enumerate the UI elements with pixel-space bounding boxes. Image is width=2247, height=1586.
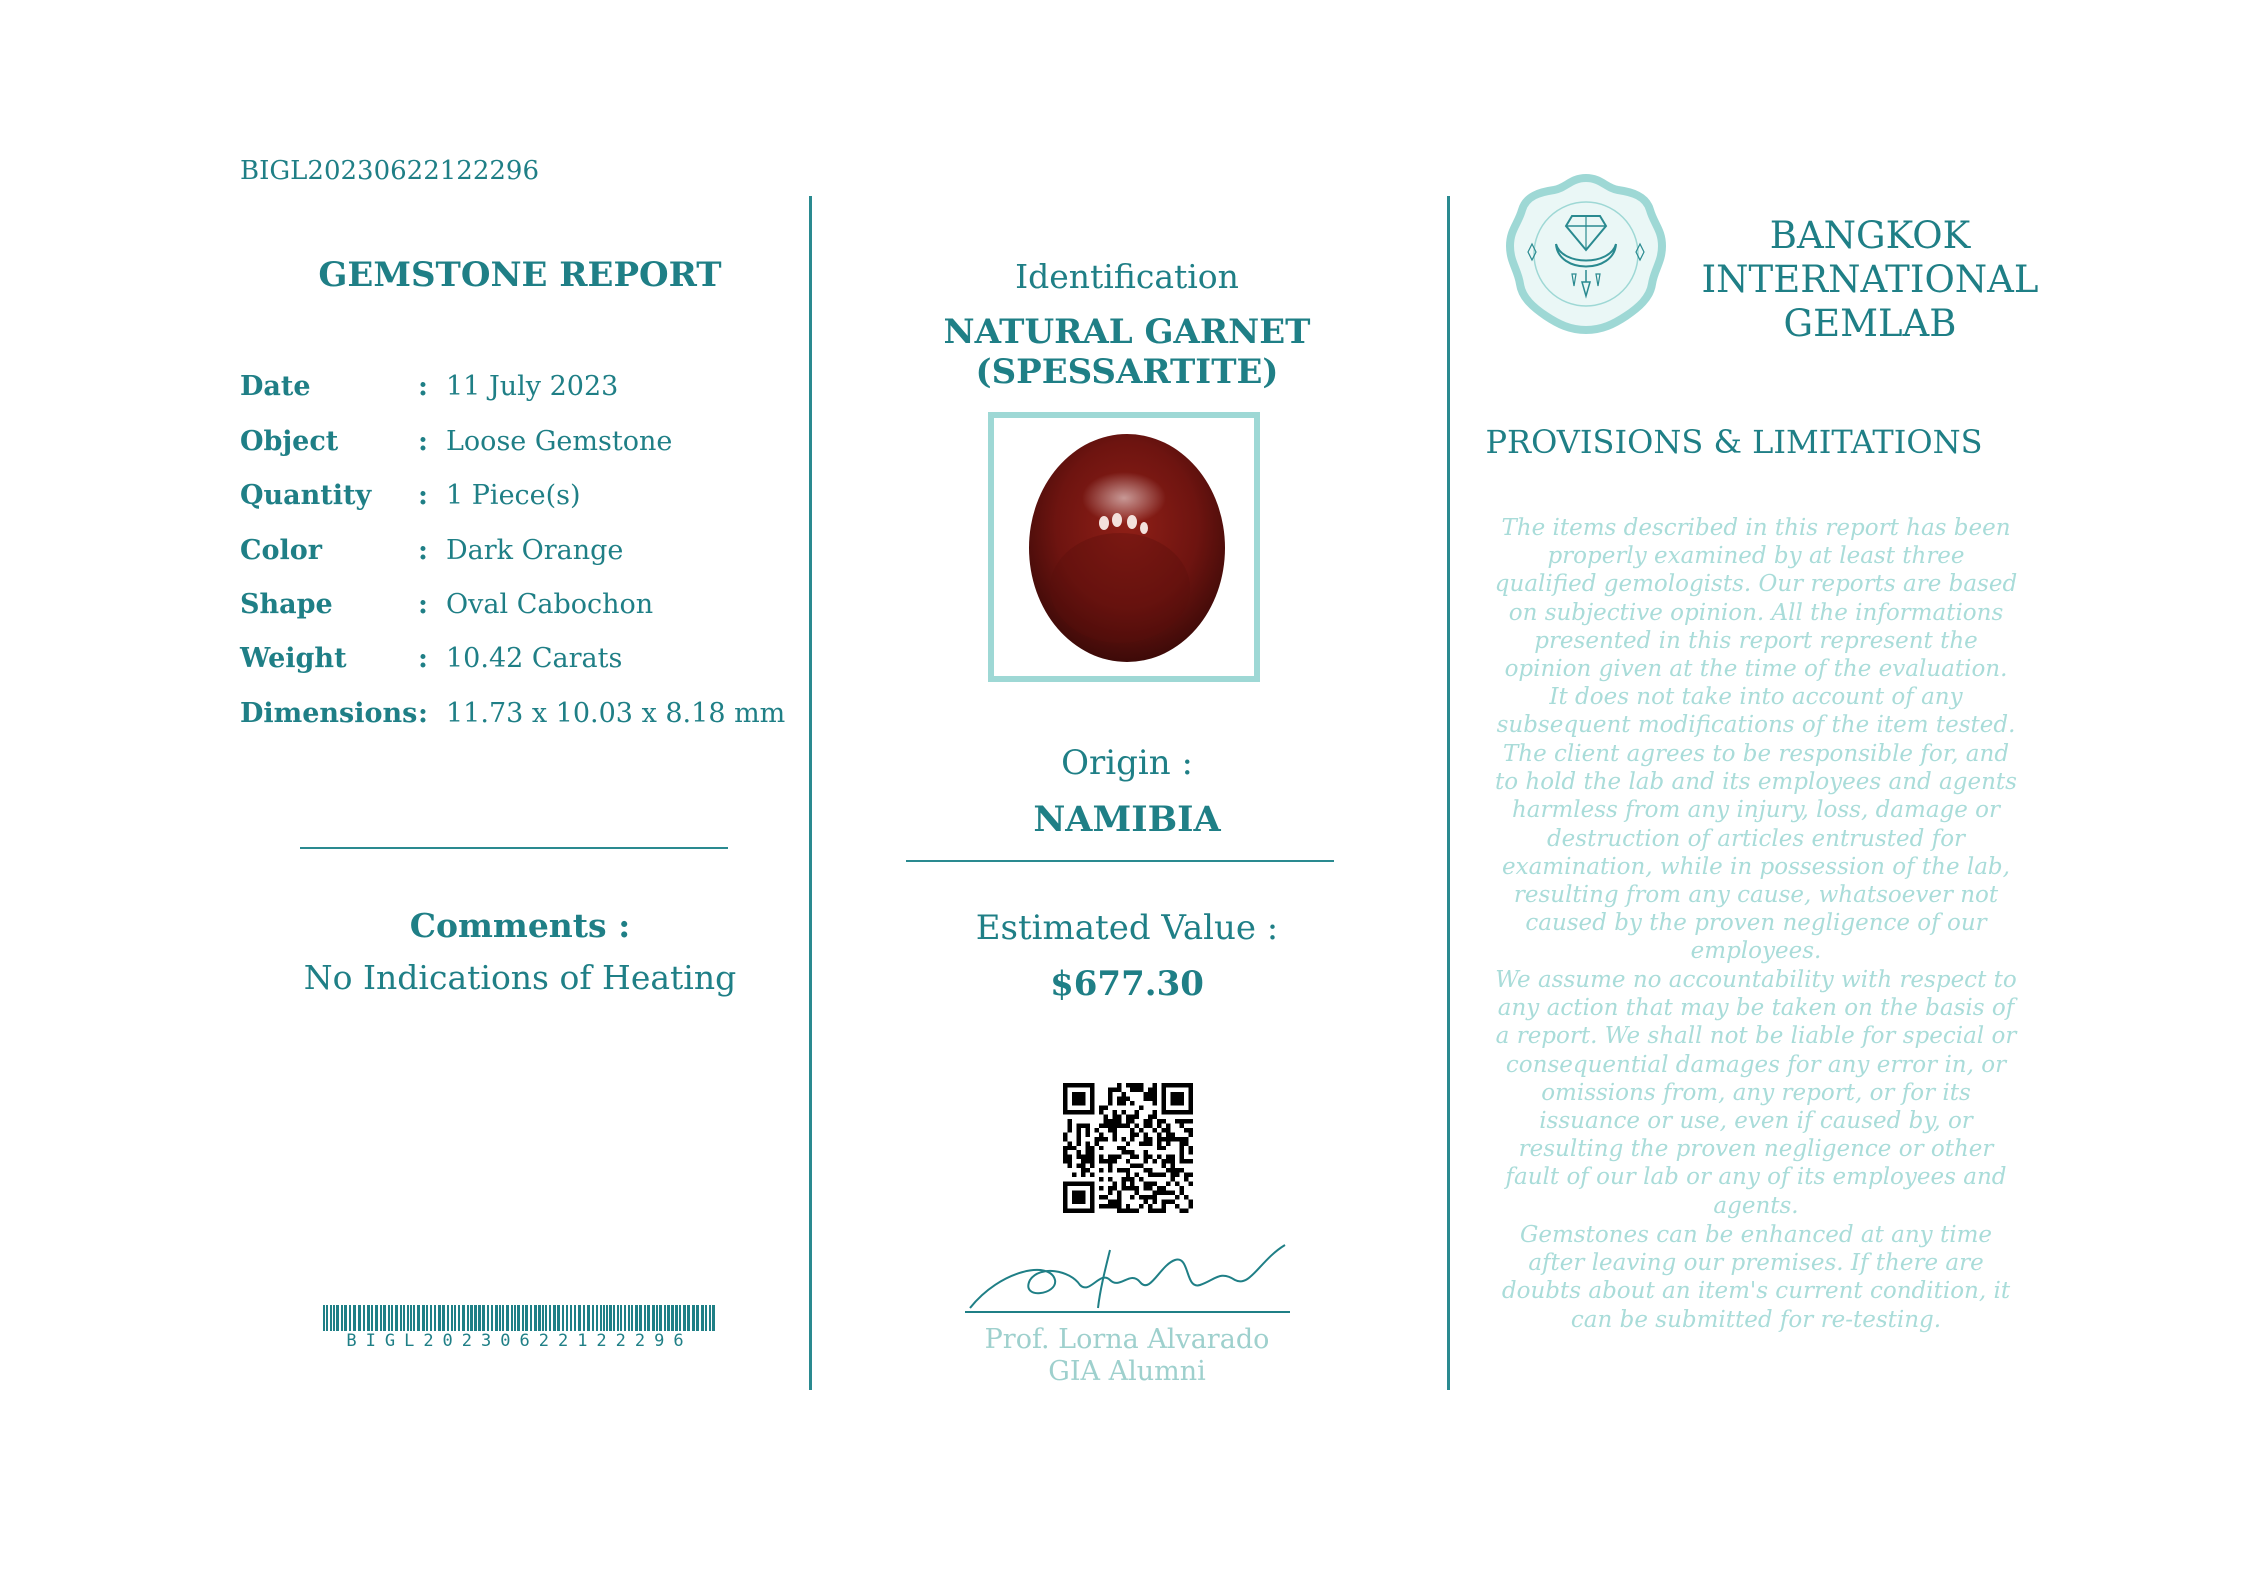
barcode-text: BIGL20230622122296 [346,1331,693,1351]
provisions-paragraph: The items described in this report has been properly examined by at least three qualified gemologists. Our reports are based on subjective opinion. All the informations presented in this report represent the opinion given at the time of the evaluation. It does not take into account of any subsequent modifications of the item tested. [1494,515,2018,739]
report-title: GEMSTONE REPORT [318,255,722,295]
provisions-title: PROVISIONS & LIMITATIONS [1485,423,1983,461]
qr-code-icon [1063,1083,1193,1213]
column-divider-right [1447,196,1450,1390]
field-value-color: Dark Orange [446,535,624,566]
origin-value: NAMIBIA [1033,799,1221,840]
field-label-shape: Shape [240,589,333,620]
identification-value: NATURAL GARNET (SPESSARTITE) [943,312,1311,392]
lab-name [1700,214,2040,346]
lab-name-line: INTERNATIONAL [1701,258,2039,301]
field-colon: : [418,480,428,511]
origin-label: Origin : [1061,743,1193,783]
comments-title: Comments : [409,906,631,945]
field-value-weight: 10.42 Carats [446,643,623,674]
field-colon: : [418,698,428,729]
gemstone-photo-frame [988,412,1260,682]
field-value-object: Loose Gemstone [446,426,673,457]
field-value-date: 11 July 2023 [446,371,619,402]
field-label-dimensions: Dimensions [240,698,418,729]
signer-name: Prof. Lorna Alvarado [984,1324,1270,1355]
field-colon: : [418,535,428,566]
field-label-color: Color [240,535,322,566]
field-value-shape: Oval Cabochon [446,589,654,620]
field-label-object: Object [240,426,339,457]
field-colon: : [418,589,428,620]
field-colon: : [418,371,428,402]
field-value-dimensions: 11.73 x 10.03 x 8.18 mm [446,698,786,729]
field-colon: : [418,426,428,457]
field-label-weight: Weight [240,643,347,674]
field-value-quantity: 1 Piece(s) [446,480,581,511]
signature [960,1240,1290,1315]
left-divider [300,847,728,849]
estimated-value-amount: $677.30 [1050,964,1204,1004]
gemstone-photo [994,418,1254,676]
middle-divider [906,860,1334,862]
signer-title: GIA Alumni [1048,1356,1206,1387]
lab-name-line: BANGKOK [1769,214,1971,257]
comments-text: No Indications of Heating [303,958,737,997]
provisions-paragraph: Gemstones can be enhanced at any time after leaving our premises. If there are doubts about an item's current condition, it can be submitted for re-testing. [1501,1222,2011,1333]
gemstone-logo-icon [1506,174,1666,334]
report-id: BIGL20230622122296 [240,156,539,186]
estimated-value-label: Estimated Value : [975,908,1279,948]
field-label-quantity: Quantity [240,480,372,511]
provisions-paragraph: We assume no accountability with respect to any action that may be taken on the basis of a report. We shall not be liable for special or consequential damages for any error in, or omissions from, any report, or for its issuance or use, even if caused by, or resulting the proven negligence or other fault of our lab or any of its employees and agents. [1495,967,2017,1219]
field-colon: : [418,643,428,674]
lab-name-line: GEMLAB [1783,302,1957,345]
field-label-date: Date [240,371,311,402]
identification-label: Identification [1015,257,1239,296]
provisions-paragraph: The client agrees to be responsible for, and to hold the lab and its employees and agents harmless from any injury, loss, damage or destruction of articles entrusted for examination, while in possession of the lab, resulting from any cause, whatsoever not caused by the proven negligence of our employees. [1495,741,2017,965]
